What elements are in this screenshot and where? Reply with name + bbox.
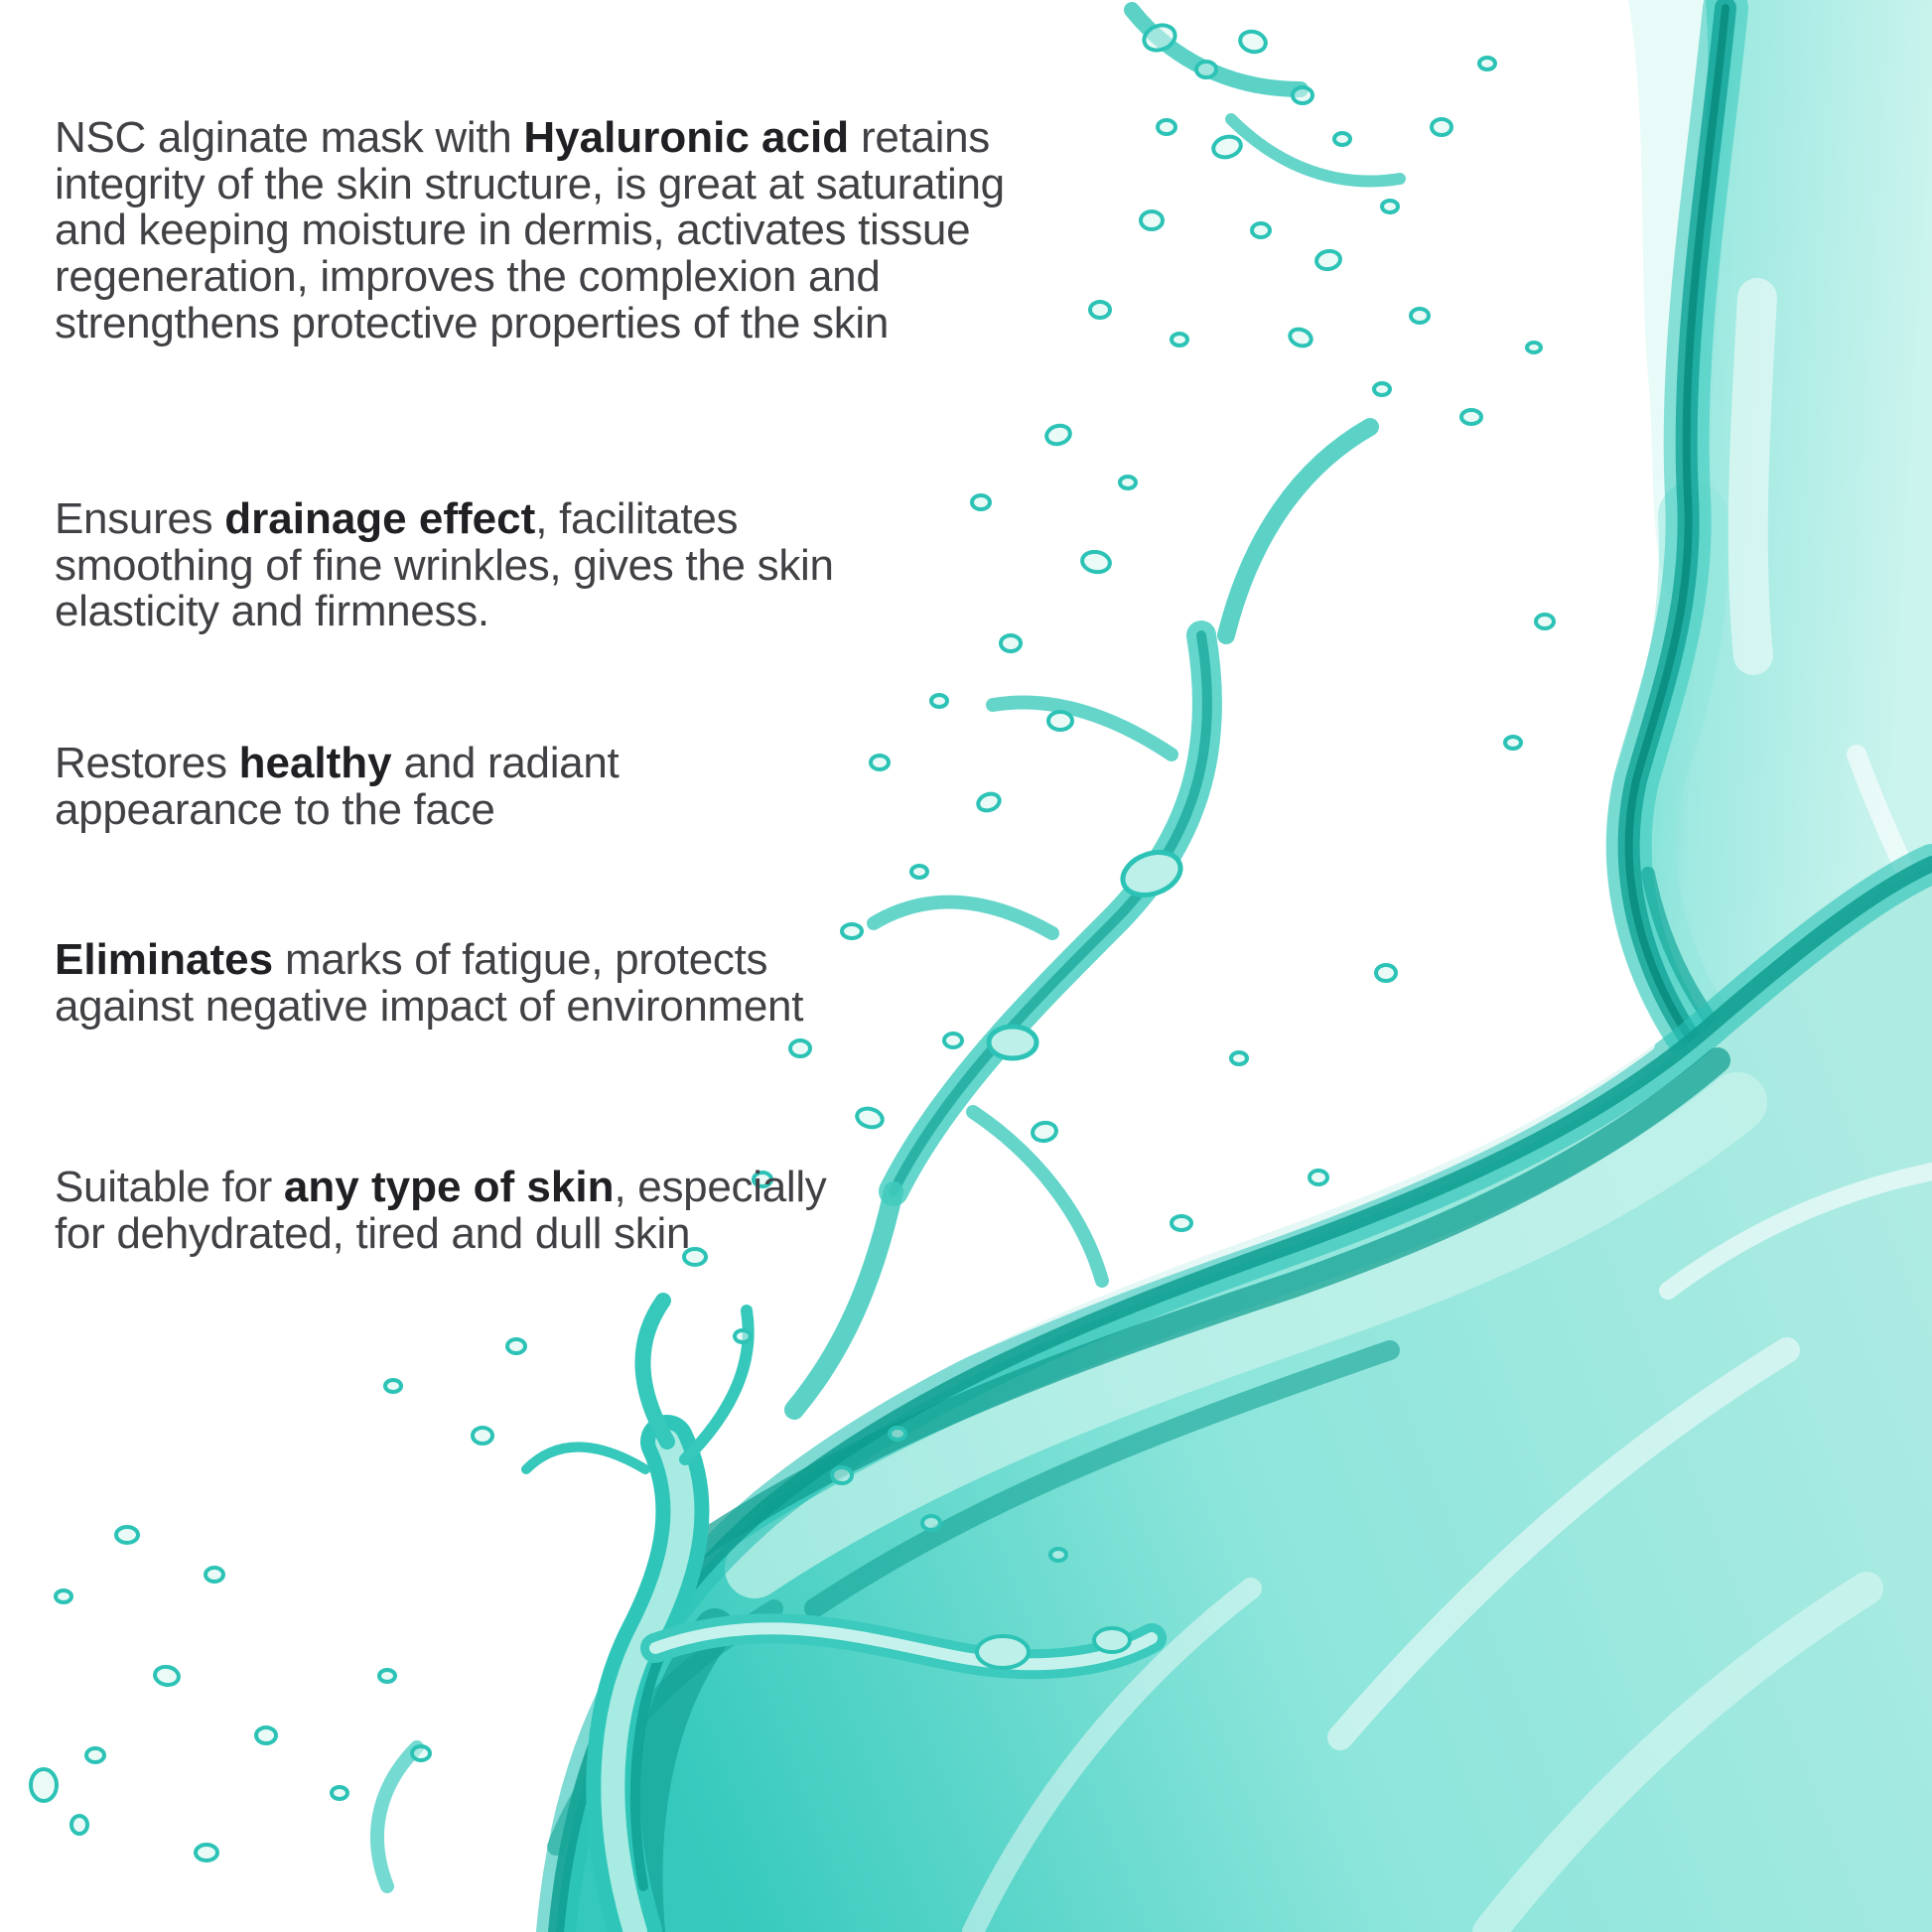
paragraph-highlight: Eliminates [55,935,274,984]
paragraph-text: NSC alginate mask with [55,113,524,162]
paragraph-text: , facilitates smoothing of fine wrinkles, gives the skin elasticity and firmness. [55,494,834,636]
paragraph-text: Ensures [55,494,225,543]
paragraph-highlight: Hyaluronic acid [523,113,850,162]
paragraph-text: marks of fatigue, protects against negative impact of environment [55,935,804,1031]
paragraph-text: , especially for dehydrated, tired and dull skin [55,1163,827,1258]
paragraph-text: Restores [55,739,239,787]
bottom-wave [556,864,1932,1932]
paragraph-text: retains integrity of the skin structure, is great at saturating and keeping moisture in dermis, activates tissue regeneration, improves the complexion and strengthens protective properties of the skin [55,113,1005,347]
paragraph-highlight: drainage effect [224,494,536,543]
paragraph-text: Suitable for [55,1163,284,1211]
paragraph-highlight: healthy [238,739,392,787]
mid-spray [794,10,1400,1410]
paragraph-highlight: any type of skin [283,1163,615,1211]
paragraph-text: and radiant appearance to the face [55,739,620,834]
